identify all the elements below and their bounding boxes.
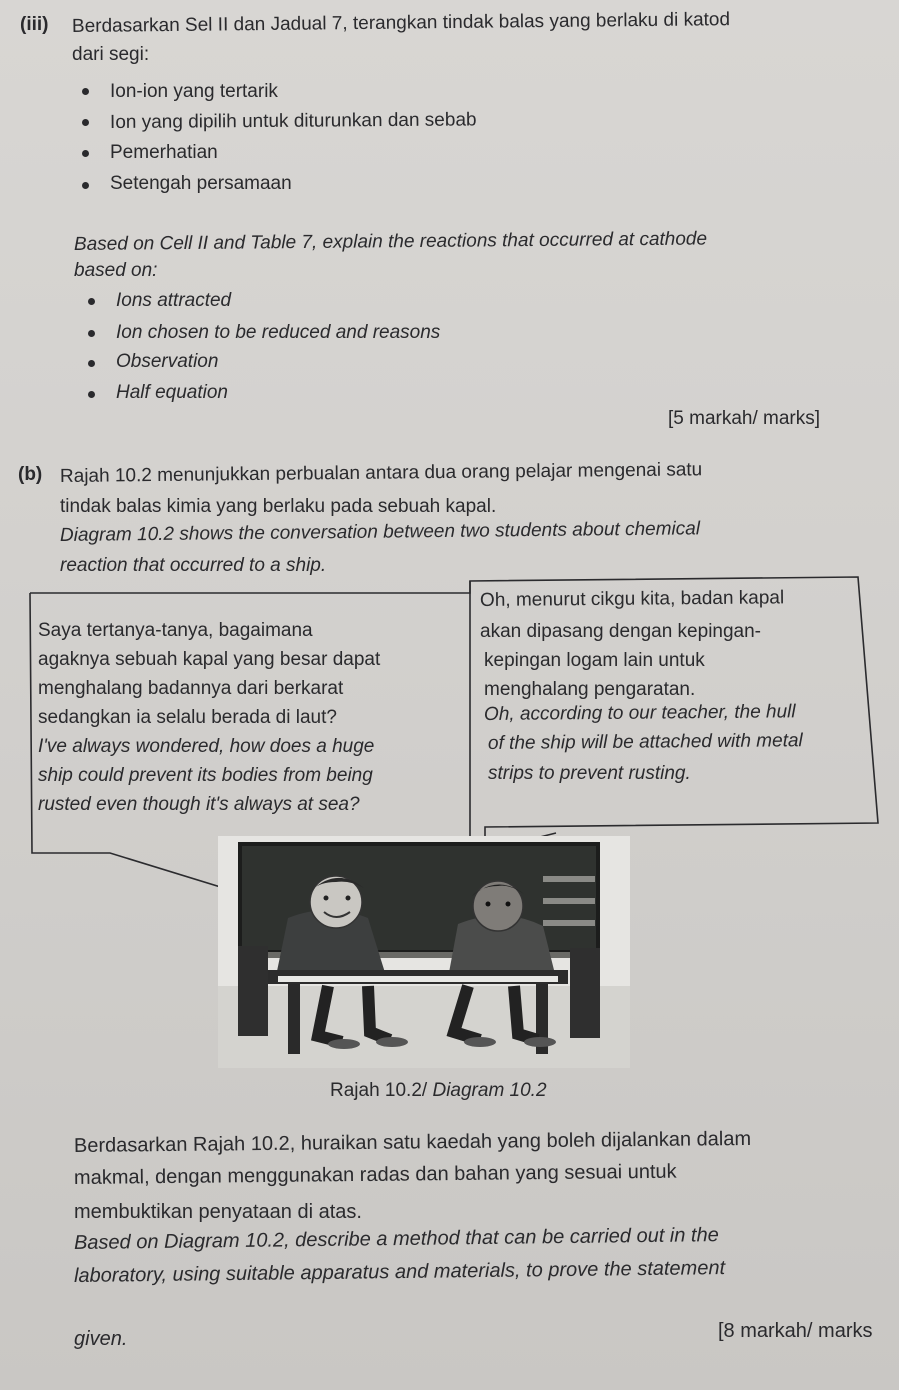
b-intro-malay-2: tindak balas kimia yang berlaku pada sebuah kapal.: [60, 496, 497, 517]
left-bubble-line: I've always wondered, how does a huge: [38, 736, 375, 757]
iii-malay-bullet-4: Setengah persamaan: [110, 173, 292, 194]
iii-english-bullet-2: Ion chosen to be reduced and reasons: [116, 322, 441, 343]
iii-english-line-2: based on:: [74, 260, 158, 281]
bullet-icon: [88, 330, 95, 337]
students-illustration: [218, 836, 630, 1068]
left-bubble-line: rusted even though it's always at sea?: [38, 794, 360, 815]
iii-english-bullet-1: Ions attracted: [116, 290, 232, 311]
left-bubble-line: agaknya sebuah kapal yang besar dapat: [38, 649, 381, 670]
iii-malay-bullet-1: Ion-ion yang tertarik: [110, 81, 278, 102]
b-task-malay-2: makmal, dengan menggunakan radas dan bahan yang sesuai untuk: [73, 1160, 677, 1189]
iii-malay-bullet-2: Ion yang dipilih untuk diturunkan dan sebab: [109, 109, 477, 133]
b-marks: [8 markah/ marks: [718, 1320, 873, 1342]
iii-english-line-1: Based on Cell II and Table 7, explain the reactions that occurred at cathode: [73, 228, 708, 255]
question-label-iii: (iii): [20, 14, 49, 35]
left-bubble-line: Saya tertanya-tanya, bagaimana: [38, 620, 313, 641]
b-task-english-2: laboratory, using suitable apparatus and materials, to prove the statement: [73, 1257, 726, 1287]
iii-marks: [5 markah/ marks]: [668, 408, 821, 429]
right-bubble-line: of the ship will be attached with metal: [487, 730, 803, 754]
diagram-caption: Rajah 10.2/ Diagram 10.2: [330, 1080, 547, 1101]
b-task-english-1: Based on Diagram 10.2, describe a method that can be carried out in the: [73, 1224, 719, 1254]
b-task-english-3: given.: [74, 1328, 128, 1350]
right-bubble-line: Oh, menurut cikgu kita, badan kapal: [479, 587, 785, 611]
right-bubble-line: Oh, according to our teacher, the hull: [483, 701, 796, 725]
bullet-icon: [82, 150, 89, 157]
iii-english-bullet-3: Observation: [116, 351, 219, 372]
b-task-malay-3: membuktikan penyataan di atas.: [74, 1201, 362, 1223]
bullet-icon: [88, 391, 95, 398]
right-bubble-line: menghalang pengaratan.: [484, 679, 696, 700]
iii-malay-line-2: dari segi:: [72, 44, 150, 65]
right-bubble-line: strips to prevent rusting.: [488, 763, 691, 784]
right-bubble-line: akan dipasang dengan kepingan-: [480, 621, 762, 642]
left-bubble-line: menghalang badannya dari berkarat: [38, 678, 344, 699]
iii-malay-line-1: Berdasarkan Sel II dan Jadual 7, terangkan tindak balas yang berlaku di katod: [71, 9, 731, 37]
right-bubble-line: kepingan logam lain untuk: [484, 650, 705, 671]
bullet-icon: [88, 298, 95, 305]
left-bubble-line: sedangkan ia selalu berada di laut?: [38, 707, 337, 728]
b-intro-malay-1: Rajah 10.2 menunjukkan perbualan antara dua orang pelajar mengenai satu: [59, 459, 703, 487]
b-task-malay-1: Berdasarkan Rajah 10.2, huraikan satu kaedah yang boleh dijalankan dalam: [73, 1127, 752, 1157]
left-bubble-line: ship could prevent its bodies from being: [38, 765, 373, 786]
question-label-b: (b): [18, 464, 43, 485]
bullet-icon: [82, 119, 89, 126]
b-intro-english-1: Diagram 10.2 shows the conversation between two students about chemical: [59, 518, 701, 546]
iii-english-bullet-4: Half equation: [116, 382, 228, 403]
bullet-icon: [82, 182, 89, 189]
bullet-icon: [82, 88, 89, 95]
bullet-icon: [88, 360, 95, 367]
iii-malay-bullet-3: Pemerhatian: [110, 142, 218, 163]
classroom-scene-image: [218, 836, 630, 1068]
b-intro-english-2: reaction that occurred to a ship.: [60, 555, 327, 576]
